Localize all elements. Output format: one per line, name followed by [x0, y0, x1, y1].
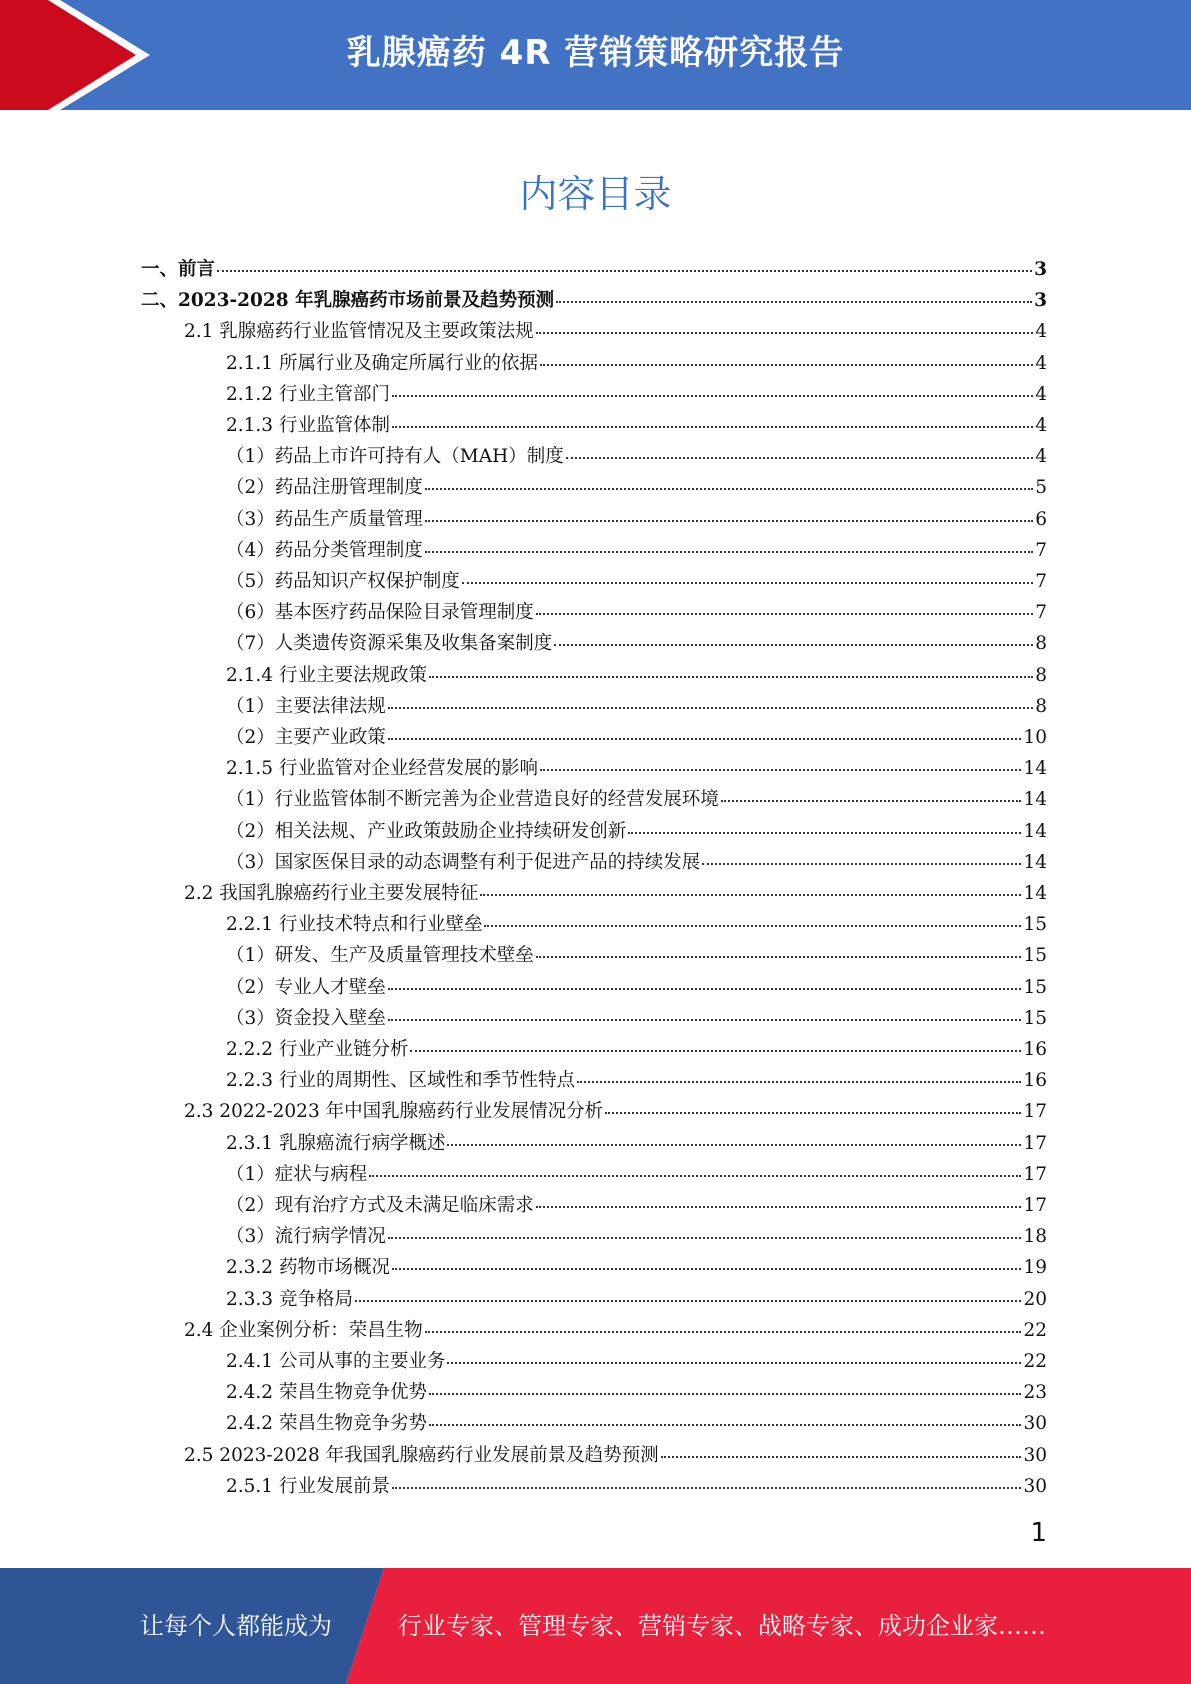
toc-dot-leader: [721, 799, 1022, 802]
toc-entry-page: 17: [1023, 1132, 1047, 1154]
toc-dot-leader: [702, 862, 1021, 865]
toc-dot-leader: [425, 1330, 1022, 1333]
toc-entry-title: 2.1 乳腺癌药行业监管情况及主要政策法规: [184, 321, 534, 343]
toc-entry[interactable]: [226, 1284, 1047, 1315]
toc-dot-leader: [554, 643, 1033, 646]
toc-entry-title: 2.2 我国乳腺癌药行业主要发展特征: [184, 883, 479, 904]
toc-entry[interactable]: [226, 379, 1047, 410]
toc-dot-leader: [628, 831, 1021, 834]
toc-entry-page: 3: [1034, 290, 1047, 312]
toc-dot-leader: [540, 363, 1033, 366]
toc-entry-title: 2.1.5 行业监管对企业经营发展的影响: [226, 758, 538, 780]
toc-entry[interactable]: [226, 1377, 1047, 1408]
report-title: 乳腺癌药 4R 营销策略研究报告: [346, 33, 845, 73]
toc-entry-title: 二、2023-2028 年乳腺癌药市场前景及趋势预测: [141, 290, 555, 312]
toc-entry[interactable]: [184, 316, 1047, 347]
toc-entry-page: 19: [1023, 1257, 1047, 1279]
toc-entry-page: 7: [1035, 571, 1047, 592]
footer-slogan-left: 让每个人都能成为: [140, 1612, 332, 1640]
toc-entry-title: （2）现有治疗方式及未满足临床需求: [226, 1195, 534, 1216]
toc-entry-title: （3）资金投入壁垒: [226, 1007, 386, 1029]
page-number: 1: [1030, 1518, 1047, 1548]
toc-entry-page: 8: [1035, 695, 1047, 717]
toc-dot-leader: [217, 269, 1032, 272]
toc-dot-leader: [540, 768, 1021, 771]
toc-entry[interactable]: [226, 1159, 1047, 1190]
toc-dot-leader: [388, 987, 1022, 990]
toc-entry-title: （1）药品上市许可持有人（MAH）制度: [226, 446, 564, 468]
toc-entry[interactable]: [226, 348, 1047, 379]
toc-entry-page: 4: [1035, 383, 1047, 405]
toc-dot-leader: [536, 955, 1022, 958]
toc-dot-leader: [536, 612, 1033, 615]
toc-entry-page: 22: [1023, 1319, 1047, 1341]
toc-entry-title: （4）药品分类管理制度: [226, 539, 423, 561]
toc-entry[interactable]: [226, 660, 1047, 691]
toc-entry[interactable]: [226, 1034, 1047, 1065]
toc-entry-title: （2）主要产业政策: [226, 727, 386, 748]
toc-entry[interactable]: [226, 535, 1047, 566]
toc-entry[interactable]: [226, 1003, 1047, 1034]
toc-entry[interactable]: [226, 628, 1047, 659]
toc-entry-title: （3）药品生产质量管理: [226, 508, 423, 530]
toc-entry[interactable]: [226, 972, 1047, 1003]
toc-entry-page: 4: [1035, 321, 1047, 343]
toc-entry[interactable]: [226, 441, 1047, 472]
toc-entry-title: 2.3.2 药物市场概况: [226, 1257, 390, 1279]
toc-entry-page: 14: [1023, 883, 1047, 904]
toc-dot-leader: [392, 1267, 1021, 1270]
toc-entry[interactable]: [184, 878, 1047, 909]
toc-entry-page: 8: [1035, 633, 1047, 655]
toc-entry-title: 2.3.1 乳腺癌流行病学概述: [226, 1132, 446, 1154]
toc-entry-title: 2.3.3 竞争格局: [226, 1288, 353, 1310]
toc-entry[interactable]: [226, 566, 1047, 597]
toc-dot-leader: [355, 1299, 1022, 1302]
toc-dot-leader: [425, 487, 1033, 490]
toc-entry-page: 22: [1023, 1351, 1047, 1372]
toc-entry-title: （3）国家医保目录的动态调整有利于促进产品的持续发展: [226, 851, 701, 873]
toc-entry-page: 14: [1023, 820, 1047, 842]
toc-entry-title: （1）行业监管体制不断完善为企业营造良好的经营发展环境: [226, 789, 719, 811]
toc-entry-title: 2.2.1 行业技术特点和行业壁垒: [226, 914, 483, 936]
toc-dot-leader: [425, 550, 1033, 553]
toc-dot-leader: [425, 519, 1033, 522]
toc-entry-title: 2.1.2 行业主管部门: [226, 383, 390, 405]
toc-entry[interactable]: [226, 753, 1047, 784]
toc-entry-title: 2.2.3 行业的周期性、区域性和季节性特点: [226, 1070, 575, 1092]
toc-entry[interactable]: [226, 691, 1047, 722]
toc-entry[interactable]: [226, 722, 1047, 753]
toc-dot-leader: [556, 300, 1032, 303]
toc-heading: 内容目录: [519, 172, 672, 216]
toc-dot-leader: [388, 1018, 1022, 1021]
toc-entry[interactable]: [226, 1221, 1047, 1252]
toc-entry-page: 14: [1023, 758, 1047, 780]
toc-entry[interactable]: [226, 940, 1047, 971]
toc-entry[interactable]: [226, 1190, 1047, 1221]
toc-entry-title: 2.3 2022-2023 年中国乳腺癌药行业发展情况分析: [184, 1101, 604, 1123]
toc-entry-page: 6: [1035, 508, 1047, 530]
toc-entry-title: （6）基本医疗药品保险目录管理制度: [226, 602, 534, 624]
toc-entry[interactable]: [226, 410, 1047, 441]
toc-entry-page: 18: [1023, 1226, 1047, 1248]
toc-dot-leader: [577, 1080, 1021, 1083]
toc-entry-title: （1）症状与病程: [226, 1163, 368, 1185]
toc-entry-title: （2）药品注册管理制度: [226, 477, 423, 499]
toc-entry-page: 30: [1023, 1444, 1047, 1466]
toc-dot-leader: [447, 1143, 1021, 1146]
toc-entry-title: 2.4.2 荣昌生物竞争优势: [226, 1382, 427, 1404]
toc-entry-page: 4: [1035, 352, 1047, 374]
toc-entry-title: 2.5.1 行业发展前景: [226, 1475, 390, 1497]
toc-entry-page: 5: [1035, 477, 1047, 499]
toc-entry[interactable]: [226, 1408, 1047, 1439]
toc-dot-leader: [388, 706, 1033, 709]
toc-dot-leader: [388, 737, 1022, 740]
toc-entry-page: 16: [1023, 1039, 1047, 1060]
toc-entry-page: 8: [1035, 664, 1047, 686]
toc-entry[interactable]: [184, 1315, 1047, 1346]
toc-entry-page: 7: [1035, 602, 1047, 624]
toc-entry[interactable]: [226, 847, 1047, 878]
header-banner: [0, 0, 1191, 110]
toc-entry-title: 2.2.2 行业产业链分析: [226, 1039, 409, 1060]
toc-entry-title: （7）人类遗传资源采集及收集备案制度: [226, 633, 553, 655]
toc-entry-page: 23: [1023, 1382, 1047, 1404]
toc-entry-title: 2.4.2 荣昌生物竞争劣势: [226, 1413, 427, 1435]
toc-entry-title: （3）流行病学情况: [226, 1226, 386, 1248]
toc-dot-leader: [429, 1423, 1021, 1426]
toc-dot-leader: [388, 1236, 1022, 1239]
toc-entry-title: 2.1.3 行业监管体制: [226, 415, 390, 436]
toc-entry-page: 17: [1023, 1195, 1047, 1216]
toc-dot-leader: [480, 893, 1021, 896]
toc-entry-title: 2.1.1 所属行业及确定所属行业的依据: [226, 352, 538, 374]
toc-entry-title: （2）专业人才壁垒: [226, 976, 386, 998]
toc-entry-title: 一、前言: [141, 259, 216, 280]
toc-entry[interactable]: [141, 285, 1047, 316]
toc-entry-page: 15: [1023, 945, 1047, 967]
toc-entry-page: 15: [1023, 914, 1047, 936]
toc-entry-page: 16: [1023, 1070, 1047, 1092]
toc-dot-leader: [605, 1111, 1021, 1114]
toc-entry-page: 4: [1035, 446, 1047, 468]
toc-dot-leader: [392, 1486, 1021, 1489]
toc-dot-leader: [392, 425, 1033, 428]
toc-entry-page: 14: [1023, 851, 1047, 873]
toc-dot-leader: [410, 1049, 1021, 1052]
footer-banner: [0, 1568, 1191, 1684]
toc-entry[interactable]: [226, 784, 1047, 815]
toc-entry[interactable]: [226, 816, 1047, 847]
toc-dot-leader: [392, 394, 1033, 397]
toc-dot-leader: [566, 456, 1034, 459]
toc-entry[interactable]: [226, 597, 1047, 628]
toc-entry[interactable]: [226, 1471, 1047, 1502]
toc-entry[interactable]: [184, 1096, 1047, 1127]
toc-entry[interactable]: [226, 1065, 1047, 1096]
toc-entry-page: 30: [1023, 1475, 1047, 1497]
toc-dot-leader: [536, 1205, 1022, 1208]
toc-dot-leader: [369, 1174, 1021, 1177]
toc-dot-leader: [484, 924, 1021, 927]
toc-entry-page: 20: [1023, 1288, 1047, 1310]
toc-dot-leader: [429, 1392, 1021, 1395]
toc-dot-leader: [536, 331, 1033, 334]
toc-entry-page: 7: [1035, 539, 1047, 561]
toc-entry[interactable]: [226, 1128, 1047, 1159]
toc-entry-title: （1）研发、生产及质量管理技术壁垒: [226, 945, 534, 967]
toc-entry-page: 15: [1023, 1007, 1047, 1029]
toc-entry-page: 30: [1023, 1413, 1047, 1435]
toc-entry[interactable]: [226, 1252, 1047, 1283]
toc-entry-page: 14: [1023, 789, 1047, 811]
toc-entry-title: （1）主要法律法规: [226, 695, 386, 717]
toc-entry[interactable]: [226, 472, 1047, 503]
toc-entry-page: 15: [1023, 976, 1047, 998]
toc-entry-title: （5）药品知识产权保护制度: [226, 571, 460, 592]
toc-entry[interactable]: [141, 254, 1047, 285]
toc-entry-title: 2.4.1 公司从事的主要业务: [226, 1351, 446, 1372]
toc-entry[interactable]: [226, 909, 1047, 940]
toc-dot-leader: [429, 675, 1033, 678]
toc-dot-leader: [447, 1361, 1021, 1364]
toc-entry-page: 4: [1035, 415, 1047, 436]
toc-entry-title: （2）相关法规、产业政策鼓励企业持续研发创新: [226, 820, 627, 842]
toc-entry-page: 10: [1023, 727, 1047, 748]
toc-entry-page: 3: [1034, 259, 1047, 280]
toc-entry[interactable]: [226, 1346, 1047, 1377]
toc-entry-page: 17: [1023, 1101, 1047, 1123]
toc-entry-title: 2.4 企业案例分析：荣昌生物: [184, 1319, 423, 1341]
toc-entry-title: 2.1.4 行业主要法规政策: [226, 664, 427, 686]
toc-entry[interactable]: [226, 504, 1047, 535]
toc-entry-title: 2.5 2023-2028 年我国乳腺癌药行业发展前景及趋势预测: [184, 1444, 659, 1466]
toc-dot-leader: [661, 1455, 1022, 1458]
toc-dot-leader: [462, 581, 1033, 584]
toc-entry[interactable]: [184, 1440, 1047, 1471]
footer-slogan-right: 行业专家、管理专家、营销专家、战略专家、成功企业家……: [398, 1612, 1046, 1640]
toc-entry-page: 17: [1023, 1163, 1047, 1185]
